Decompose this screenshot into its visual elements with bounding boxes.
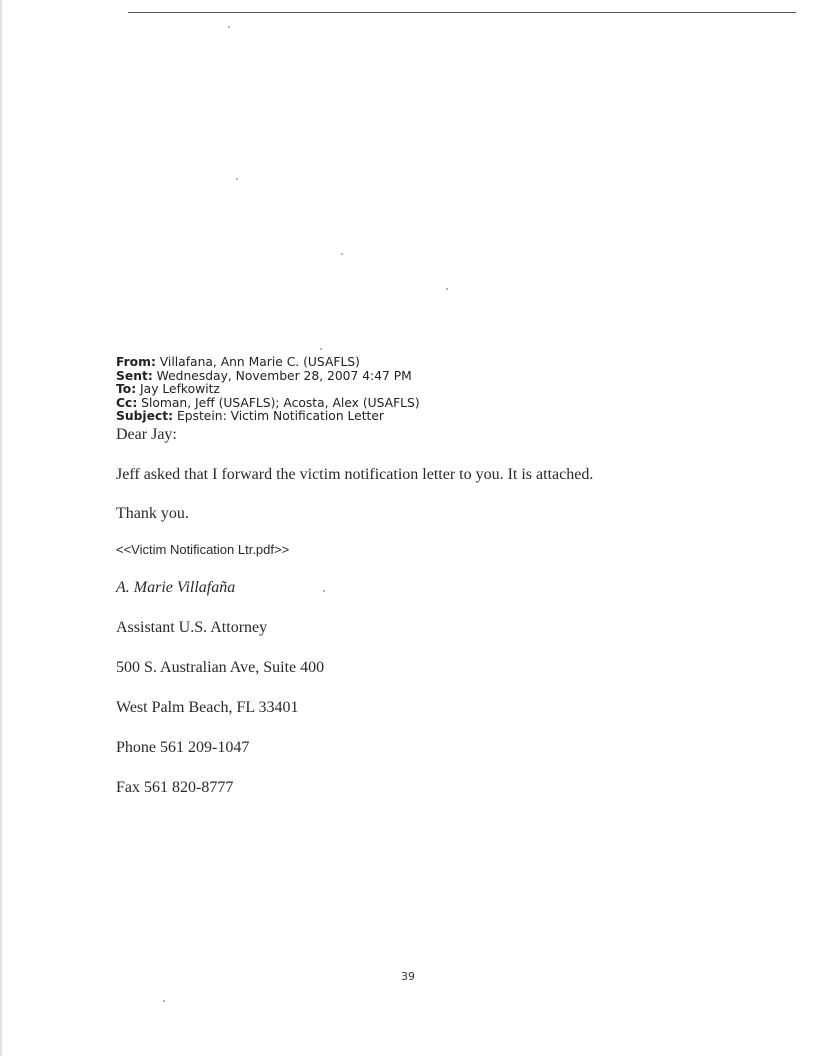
greeting-text: Dear Jay: [116,426,177,443]
from-value: Villafana, Ann Marie C. (USAFLS) [159,355,360,369]
scan-speck [163,1000,165,1002]
subject-value: Epstein: Victim Notification Letter [176,409,384,424]
from-line [116,356,420,370]
from-label: From: [116,355,156,369]
scan-speck [446,288,448,290]
signature-name: A. Marie Villafaña [116,579,236,596]
cc-label: Cc: [116,395,138,410]
message-text: Jeff asked that I forward the victim notification letter to you. It is attached. [116,466,594,483]
attachment-reference: <<Victim Notification Ltr.pdf>> [116,542,290,557]
cc-value: Sloman, Jeff (USAFLS); Acosta, Alex (USAFLS) [141,395,420,410]
to-line [116,383,420,397]
scan-speck [228,26,230,28]
scan-speck [323,590,325,592]
signature-fax: Fax 561 820-8777 [116,779,234,796]
page-number: 39 [401,970,415,983]
sent-line [116,370,420,384]
signature-title: Assistant U.S. Attorney [116,619,268,636]
scan-speck [320,348,322,350]
page-left-edge [0,0,2,1056]
sent-label: Sent: [116,368,153,383]
signature-phone: Phone 561 209-1047 [116,739,250,756]
email-header [116,356,420,424]
scan-speck [341,253,343,255]
closing-text: Thank you. [116,505,189,522]
subject-line [116,410,420,424]
to-value: Jay Lefkowitz [140,382,220,397]
to-label: To: [116,382,137,397]
subject-label: Subject: [116,409,174,424]
signature-address-line1: 500 S. Australian Ave, Suite 400 [116,659,325,676]
sent-value: Wednesday, November 28, 2007 4:47 PM [156,368,412,383]
scan-speck [236,178,238,180]
signature-address-line2: West Palm Beach, FL 33401 [116,699,299,716]
top-divider-line [128,12,796,13]
cc-line [116,397,420,411]
